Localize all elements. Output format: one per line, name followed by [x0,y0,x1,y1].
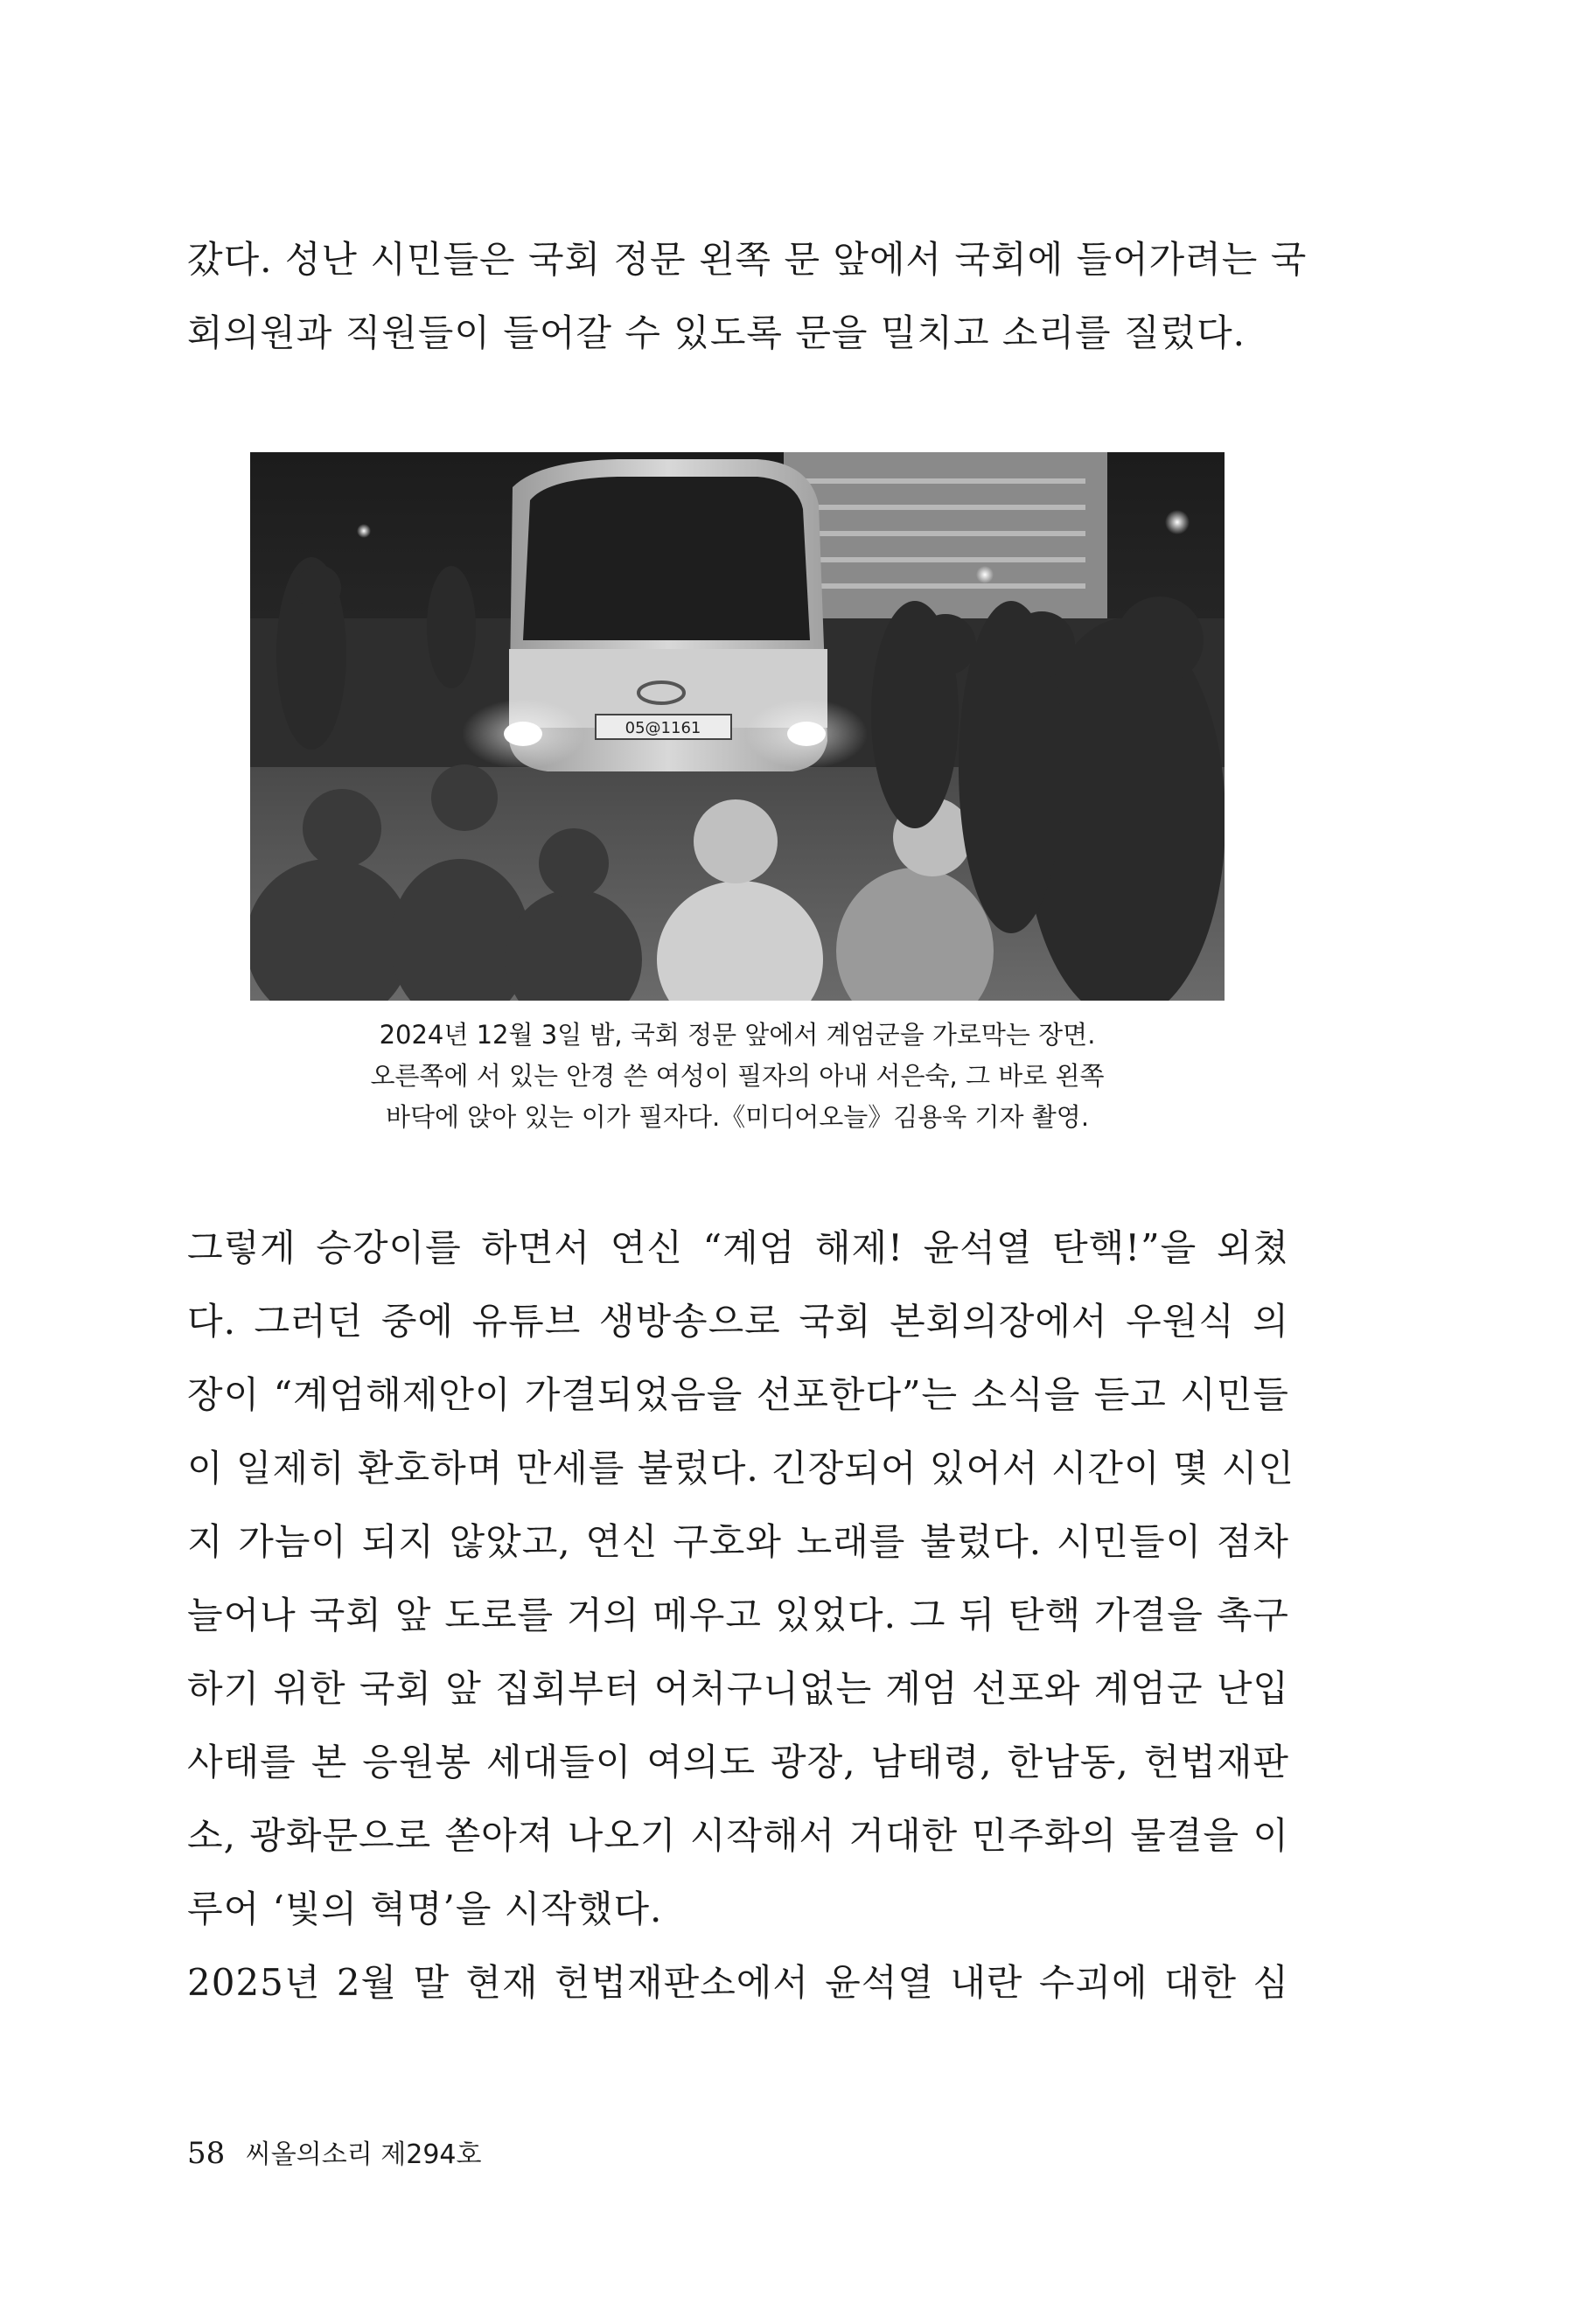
caption-line: 오른쪽에 서 있는 안경 쓴 여성이 필자의 아내 서은숙, 그 바로 왼쪽 [370,1061,1105,1091]
text-line: 다. 그러던 중에 유튜브 생방송으로 국회 본회의장에서 우원식 의 [187,1300,1289,1343]
text-line: 하기 위한 국회 앞 집회부터 어처구니없는 계엄 선포와 계엄군 난입 [187,1667,1289,1710]
photo-caption [250,1015,1225,1138]
text-line: 그렇게 승강이를 하면서 연신 “계엄 해제! 윤석열 탄핵!”을 외쳤 [187,1226,1289,1269]
license-plate-text: 05@1161 [625,719,701,737]
publication-title: 씨올의소리 제294호 [245,2139,482,2170]
text-line: 사태를 본 응원봉 세대들이 여의도 광장, 남태령, 한남동, 헌법재판 [187,1741,1289,1783]
text-line: 이 일제히 환호하며 만세를 불렀다. 긴장되어 있어서 시간이 몇 시인 [187,1447,1294,1490]
caption-line: 바닥에 앉아 있는 이가 필자다.《미디어오늘》김용욱 기자 촬영. [385,1102,1090,1132]
text-line: 늘어나 국회 앞 도로를 거의 메우고 있었다. 그 뒤 탄핵 가결을 촉구 [187,1594,1289,1637]
text-line: 회의원과 직원들이 들어갈 수 있도록 문을 밀치고 소리를 질렀다. [187,311,1246,354]
photo-bus-blocked-by-citizens [250,452,1225,1001]
text-line: 2025년 2월 말 현재 헌법재판소에서 윤석열 내란 수괴에 대한 심 [187,1961,1289,2004]
text-line: 지 가늠이 되지 않았고, 연신 구호와 노래를 불렀다. 시민들이 점차 [187,1520,1289,1563]
main-paragraph [187,1211,1294,2020]
caption-line: 2024년 12월 3일 밤, 국회 정문 앞에서 계엄군을 가로막는 장면. [379,1020,1096,1050]
page-footer [187,2132,481,2171]
text-line: 루어 ‘빛의 혁명’을 시작했다. [187,1888,663,1930]
text-line: 갔다. 성난 시민들은 국회 정문 왼쪽 문 앞에서 국회에 들어가려는 국 [187,238,1308,281]
text-line: 소, 광화문으로 쏟아져 나오기 시작해서 거대한 민주화의 물결을 이 [187,1814,1289,1857]
page-number: 58 [187,2136,226,2171]
text-line: 장이 “계엄해제안이 가결되었음을 선포한다”는 소식을 듣고 시민들 [187,1373,1289,1416]
top-paragraph [187,223,1308,370]
